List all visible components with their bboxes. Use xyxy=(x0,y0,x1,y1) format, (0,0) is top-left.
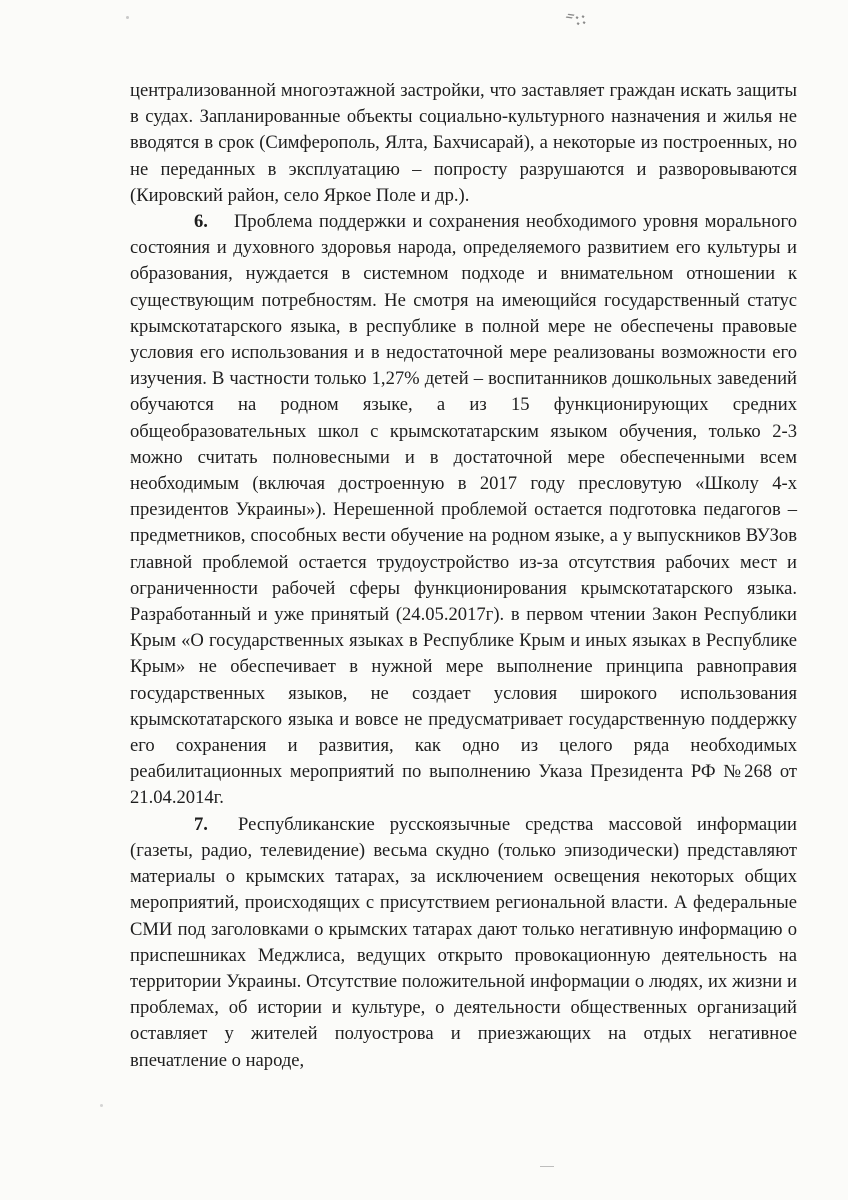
paragraph-item-7 xyxy=(130,812,797,1074)
scan-artifact-line xyxy=(540,1166,554,1167)
scan-artifact-dot xyxy=(100,1104,103,1107)
scan-artifact-dot xyxy=(126,16,129,19)
paragraph-number: 6. xyxy=(194,211,208,233)
paragraph-text: централизованной многоэтажной застройки, что заставляет граждан искать защиты в судах. Запланированные объекты социально-культурного назначения и жилья не вводятся в срок (Симферополь, Ялта, Бахчисарай), а некоторые из построенных, но не переданных в эксплуатацию – попросту разрушаются и разворовываются (Кировский район, село Яркое Поле и др.). xyxy=(130,80,797,206)
paragraph-item-6 xyxy=(130,209,797,812)
paragraph-text: Республиканские русскоязычные средства массовой информации (газеты, радио, телевидение) весьма скудно (только эпизодически) представляют материалы о крымских татарах, за исключением освещения некоторых общих мероприятий, происходящих с присутствием региональной власти. А федеральные СМИ под заголовками о крымских татарах дают только негативную информацию о приспешниках Меджлиса, ведущих открыто провокационную деятельность на территории Украины. Отсутствие положительной информации о людях, их жизни и проблемах, об истории и культуре, о деятельности общественных организаций оставляет у жителей полуострова и приезжающих на отдых негативное впечатление о народе, xyxy=(130,813,798,1071)
paragraph-number: 7. xyxy=(194,813,208,835)
paragraph-text: Проблема поддержки и сохранения необходимого уровня морального состояния и духовного здоровья народа, определяемого развитием его культуры и образования, нуждается в системном подходе и внимательном отношении к существующим потребностям. Не смотря на имеющийся государственный статус крымскотатарского языка, в республике в полной мере не обеспечены правовые условия его использования и в недостаточной мере реализованы возможности его изучения. В частности только 1,27% детей – воспитанников дошкольных заведений обучаются на родном языке, а из 15 функционирующих средних общеобразовательных школ с крымскотатарским языком обучения, только 2-3 можно считать полновесными и в достаточной мере обеспеченными всем необходимым (включая достроенную в 2017 году пресловутую «Школу 4-х президентов Украины»). Нерешенной проблемой остается подготовка педагогов – предметников, способных вести обучение на родном языке, а у выпускников ВУЗов главной проблемой остается трудоустройство из-за отсутствия рабочих мест и ограниченности рабочей сферы функционирования крымскотатарского языка. Разработанный и уже принятый (24.05.2017г). в первом чтении Закон Республики Крым «О государственных языках в Республике Крым и иных языках в Республике Крым» не обеспечивает в нужной мере выполнение принципа равноправия государственных языков, не создает условия широкого использования крымскотатарского языка и вовсе не предусматривает государственную поддержку его сохранения и развития, как одно из целого ряда необходимых реабилитационных мероприятий по выполнению Указа Президента РФ №268 от 21.04.2014г. xyxy=(130,211,798,809)
document-body xyxy=(130,78,797,1074)
scan-artifact-mark: ⸗⁘ xyxy=(561,2,594,36)
paragraph-continuation xyxy=(130,78,797,209)
